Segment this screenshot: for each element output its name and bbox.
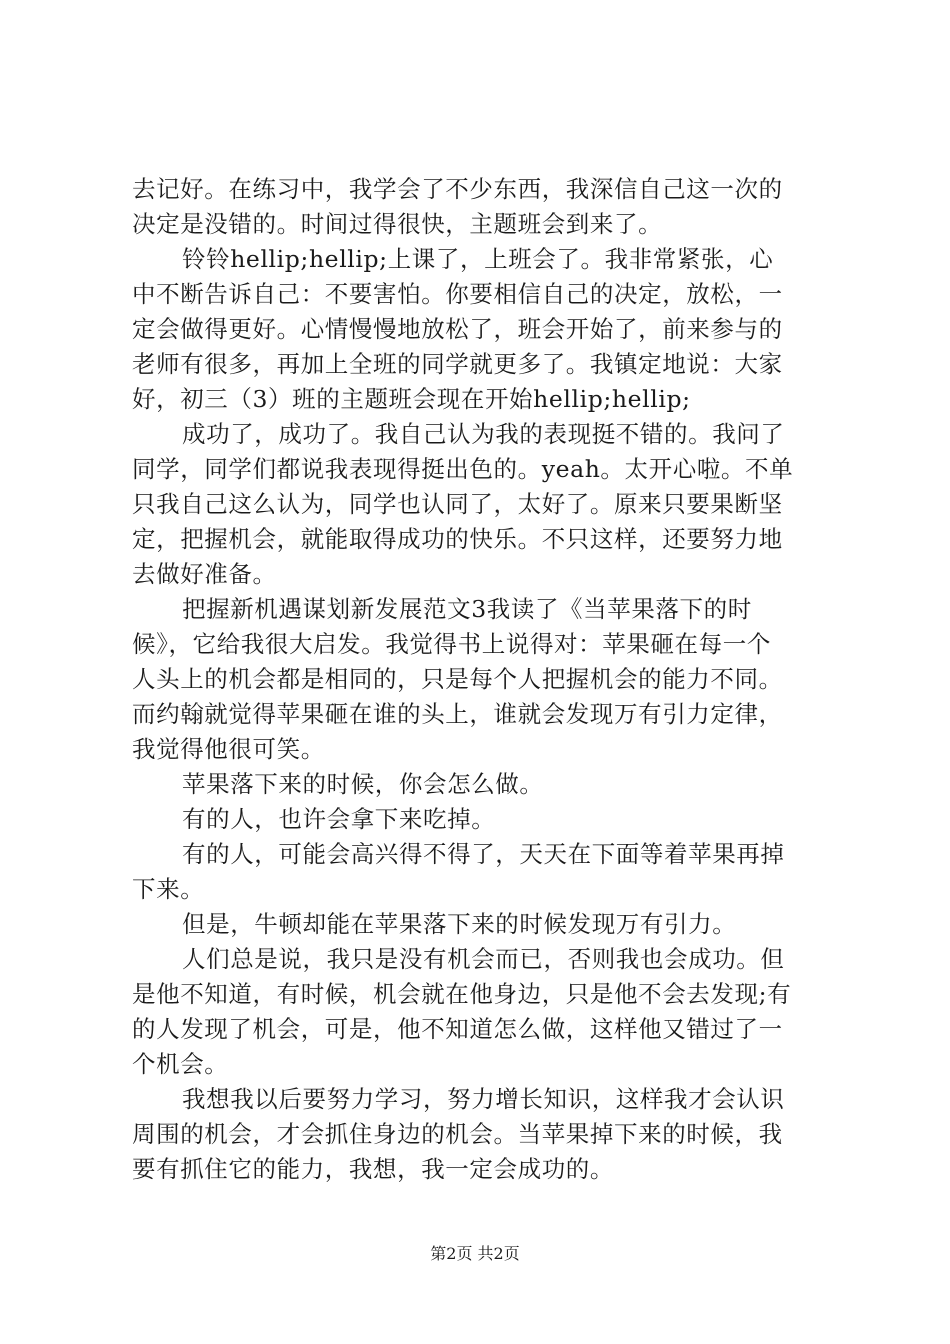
- text-line: 只我自己这么认为，同学也认同了，太好了。原来只要果断坚: [132, 490, 783, 518]
- text-line: 候》，它给我很大启发。我觉得书上说得对：苹果砸在每一个: [132, 630, 771, 658]
- paragraph-start-line: 有的人，可能会高兴得不得了，天天在下面等着苹果再掉: [182, 840, 785, 868]
- paragraph-start-line: 成功了，成功了。我自己认为我的表现挺不错的。我问了: [182, 420, 785, 448]
- paragraph-start-line: 把握新机遇谋划新发展范文3我读了《当苹果落下的时: [182, 595, 752, 623]
- text-line: 去记好。在练习中，我学会了不少东西，我深信自己这一次的: [132, 175, 783, 203]
- text-line: 中不断告诉自己：不要害怕。你要相信自己的决定，放松，一: [132, 280, 783, 308]
- paragraph-start-line: 苹果落下来的时候，你会怎么做。: [182, 770, 544, 798]
- text-line: 决定是没错的。时间过得很快，主题班会到来了。: [132, 210, 663, 238]
- text-line: 的人发现了机会，可是，他不知道怎么做，这样他又错过了一: [132, 1015, 783, 1043]
- text-line: 而约翰就觉得苹果砸在谁的头上，谁就会发现万有引力定律，: [132, 700, 783, 728]
- page-number-footer: 第2页 共2页: [430, 1244, 520, 1263]
- text-line: 人头上的机会都是相同的，只是每个人把握机会的能力不同。: [132, 665, 783, 693]
- text-line: 是他不知道，有时候，机会就在他身边，只是他不会去发现;有: [132, 980, 792, 1008]
- text-line: 同学，同学们都说我表现得挺出色的。yeah。太开心啦。不单: [132, 455, 794, 483]
- paragraph-start-line: 我想我以后要努力学习，努力增长知识，这样我才会认识: [182, 1085, 785, 1113]
- text-line: 定，把握机会，就能取得成功的快乐。不只这样，还要努力地: [132, 525, 783, 553]
- paragraph-start-line: 人们总是说，我只是没有机会而已，否则我也会成功。但: [182, 945, 785, 973]
- text-line: 要有抓住它的能力，我想，我一定会成功的。: [132, 1155, 614, 1183]
- text-line: 个机会。: [132, 1050, 229, 1078]
- text-line: 下来。: [132, 875, 205, 903]
- text-line: 去做好准备。: [132, 560, 277, 588]
- text-line: 我觉得他很可笑。: [132, 735, 325, 763]
- text-line: 周围的机会，才会抓住身边的机会。当苹果掉下来的时候，我: [132, 1120, 783, 1148]
- paragraph-start-line: 有的人，也许会拿下来吃掉。: [182, 805, 496, 833]
- paragraph-start-line: 铃铃hellip;hellip;上课了，上班会了。我非常紧张，心: [182, 245, 774, 273]
- text-line: 老师有很多，再加上全班的同学就更多了。我镇定地说：大家: [132, 350, 783, 378]
- text-line: 好，初三（3）班的主题班会现在开始hellip;hellip;: [132, 385, 691, 413]
- paragraph-start-line: 但是，牛顿却能在苹果落下来的时候发现万有引力。: [182, 910, 737, 938]
- document-body: [132, 172, 832, 1187]
- text-line: 定会做得更好。心情慢慢地放松了，班会开始了，前来参与的: [132, 315, 783, 343]
